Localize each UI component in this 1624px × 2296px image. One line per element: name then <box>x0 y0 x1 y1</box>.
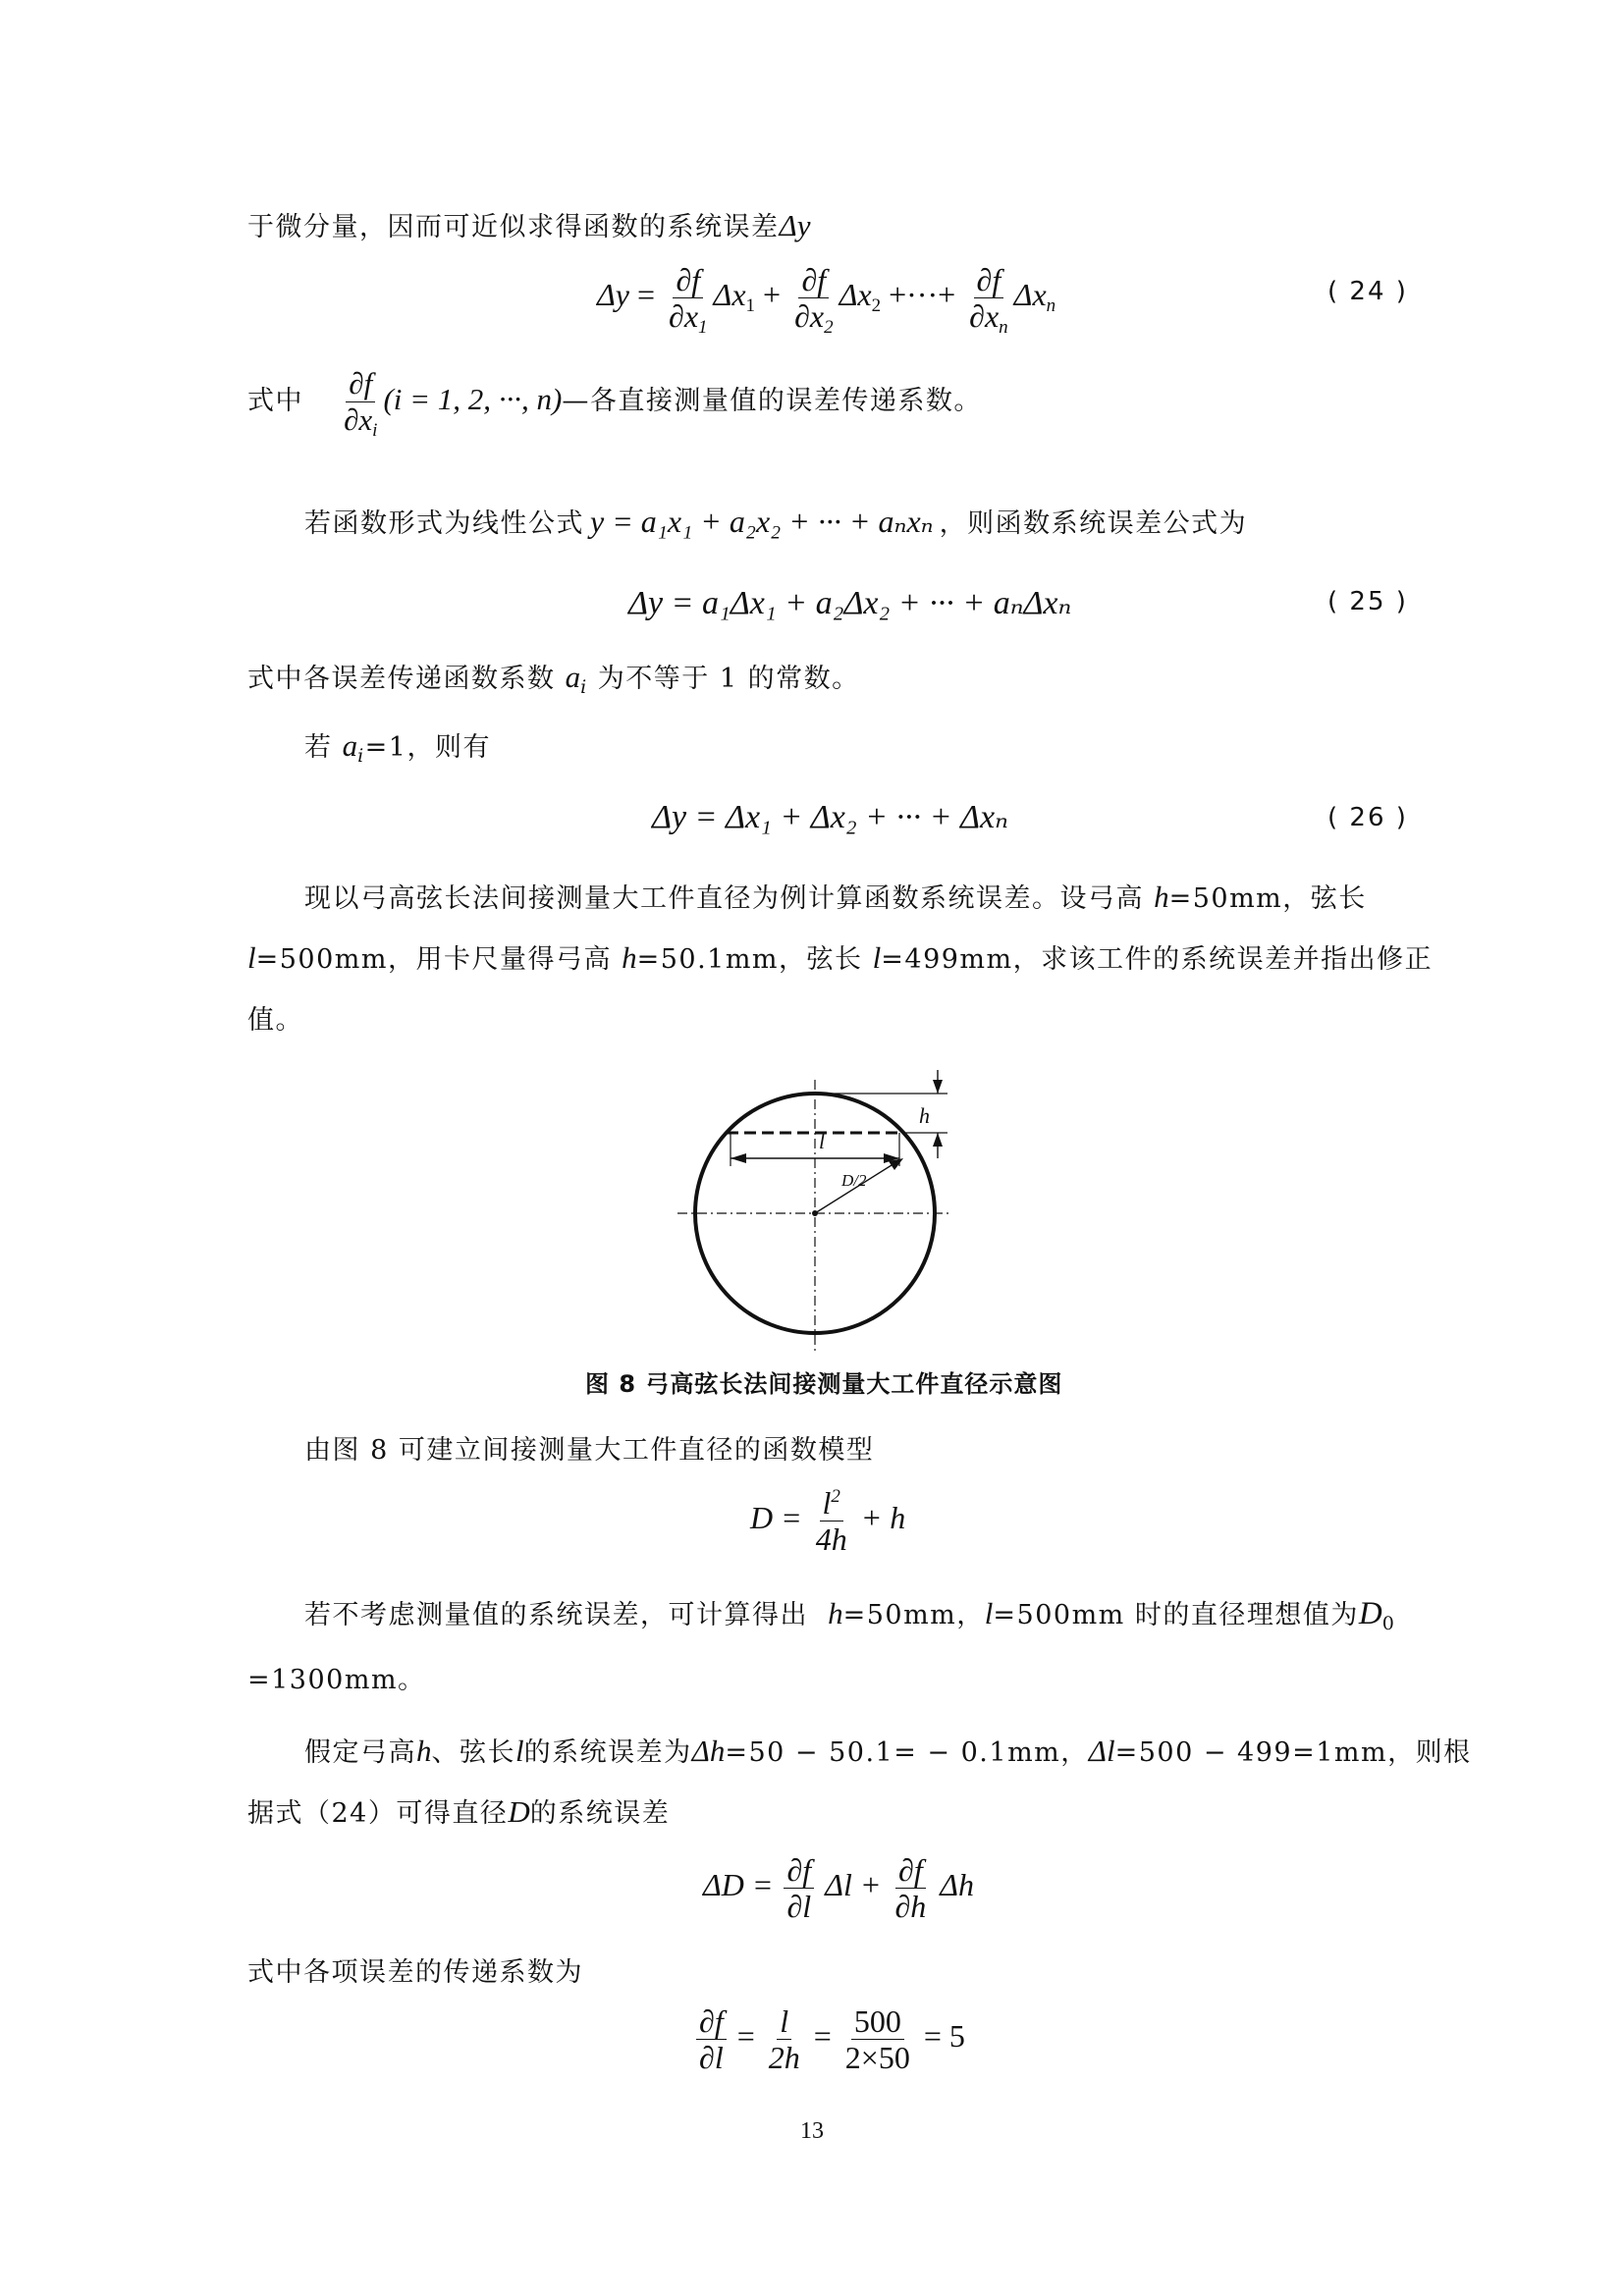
paragraph-transfer-coefficients: 式中各项误差的传递系数为 <box>247 1957 583 1988</box>
page-number: 13 <box>800 2118 824 2144</box>
paragraph-intro: 于微分量，因而可近似求得函数的系统误差Δy <box>247 208 811 242</box>
paragraph-example-line1: 现以弓高弦长法间接测量大工件直径为例计算函数系统误差。设弓高 h=50mm，弦长 <box>304 880 1367 914</box>
equation-26: Δy = Δx₁ + Δx₂ + ··· + Δxₙ <box>652 799 1008 835</box>
paragraph-ideal-value-line2: =1300mm。 <box>247 1665 426 1695</box>
equation-number-25: ( 25 ) <box>1327 587 1408 616</box>
equation-number-24: ( 24 ) <box>1327 277 1408 306</box>
paragraph-ideal-value: 若不考虑测量值的系统误差，可计算得出 h=50mm，l=500mm 时的直径理想值为$D_0$ <box>304 1596 1396 1634</box>
equation-coefficient: $\frac{\partial f}{\partial l}$ = $\frac{l}{2h}$ = $\frac{500}{2\times 50}$ = 5 <box>693 2004 965 2074</box>
paragraph-error-assumption-line2: 据式（24）可得直径D的系统误差 <box>247 1794 671 1829</box>
paragraph-error-assumption: 假定弓高h、弦长l的系统误差为Δh=50 − 50.1= − 0.1mm，Δl=500 − 499=1mm，则根 <box>304 1734 1472 1768</box>
equation-24-description: 式中 $\frac{\partial f}{\partial x_i}$ (i = 1, 2, ···, n)—各直接测量值的误差传递系数。 <box>247 366 982 441</box>
equation-delta-d: ΔD = $\frac{\partial f}{\partial l}$ Δl + $\frac{\partial f}{\partial h}$ Δh <box>703 1852 975 1924</box>
equation-number-26: ( 26 ) <box>1327 803 1408 832</box>
paragraph-coefficients: 式中各误差传递函数系数 $a_i$ 为不等于 1 的常数。 <box>247 660 860 698</box>
paragraph-model-intro: 由图 8 可建立间接测量大工件直径的函数模型 <box>304 1435 875 1466</box>
equation-24: Δy = $\frac{\partial f}{\partial x_1}$ $\Delta x_1$ + $\frac{\partial f}{\partial x_2}$ $\Delta x_2$ +···+ $\frac{\partial f}{\partial x_n}$ $\Delta x_n$ <box>597 262 1056 338</box>
paragraph-example-line2: l=500mm，用卡尺量得弓高 h=50.1mm，弦长 l=499mm，求该工件的系统误差并指出修正 <box>247 940 1434 975</box>
label-l: l <box>819 1129 826 1153</box>
figure-8-caption: 图 8 弓高弦长法间接测量大工件直径示意图 <box>585 1370 1063 1398</box>
delta-y-symbol: Δy <box>779 208 811 242</box>
paragraph-example-line3: 值。 <box>247 1005 303 1036</box>
label-d-half: D/2 <box>841 1171 867 1190</box>
paragraph-linear-formula: 若函数形式为线性公式 y = a₁x₁ + a₂x₂ + ··· + aₙxₙ ，则函数系统误差公式为 <box>304 504 1248 539</box>
label-h: h <box>919 1103 930 1128</box>
equation-diameter-model: D = $\frac{l^2}{4h}$ + h <box>750 1485 906 1557</box>
paragraph-ai-equals-one: 若 $a_i=1$，则有 <box>304 728 491 767</box>
equation-25: Δy = a₁Δx₁ + a₂Δx₂ + ··· + aₙΔxₙ <box>628 585 1072 621</box>
